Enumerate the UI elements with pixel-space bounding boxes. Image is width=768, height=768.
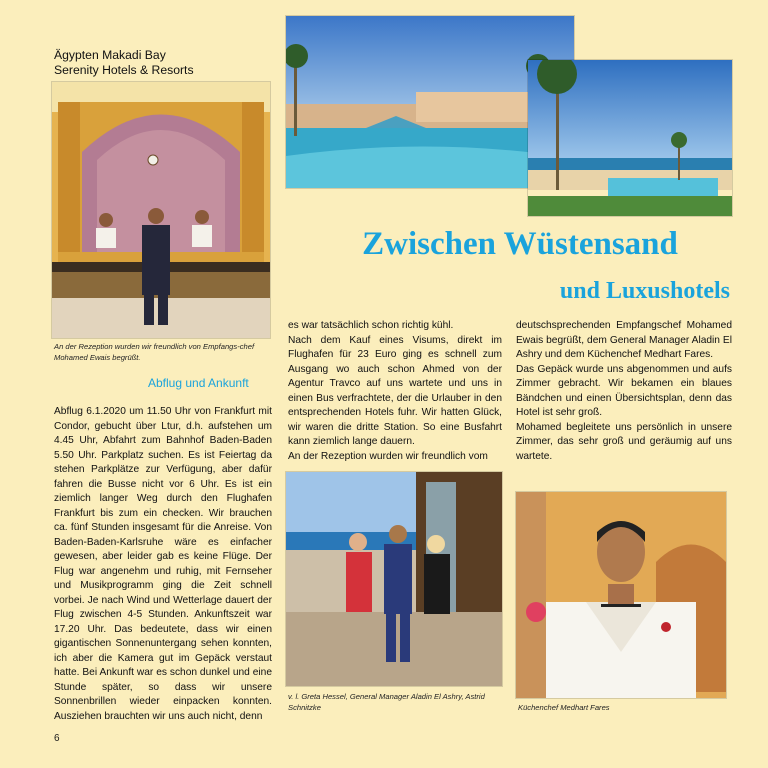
column-2 <box>288 319 502 464</box>
column-3-para-3: Mohamed begleitete uns persönlich in unsere Zimmer, das sehr groß und geräumig auf uns wartete. <box>516 421 732 462</box>
column-1-text: Abflug 6.1.2020 um 11.50 Uhr von Frankfurt mit Condor, gebucht über Ltur, d.h. aufstehen um 4.45 Uhr, Abfahrt zum Bahnhof Baden-Baden 5.50 Uhr. Parkplatz suchen. Es ist Feiertag da stehen Parkplätze zur Verfügung, aber dafür fahren die Busse nicht vor 6 Uhr. Es ist ein ziemlich langer Weg durch den Flughafen Frankfurt bis zum ein checken. Wir brauchen ca. fünf Stunden insgesamt für die Anreise. Von Baden-Baden-Karlsruhe wäre es einfacher gewesen, aber leider gab es keine Flüge. Der Flug war angenehm und ruhig, mit Fernseher und Musikprogramm ging die Zeit schnell vorbei. Je nach Wind und Wetterlage dauert der Flug zwischen 4-5 Stunden. Ankunftszeit war 17.20 Uhr. Das bedeutete, dass wir einen gigantischen Sonnenuntergang sehen konnten, ich aber die Kamera gut im Gepäck verstaut hatte. Bei Ankunft war es schon dunkel und eine Stunde später, so dass wir unsere Sonnenbrillen wieder einpacken konnten. Ausziehen brauchten wir uns auch nicht, denn <box>54 406 272 722</box>
column-2-para-1: es war tatsächlich schon richtig kühl. <box>288 320 454 331</box>
brand-line-2: Serenity Hotels & Resorts <box>54 63 194 77</box>
group-caption: v. l. Greta Hessel, General Manager Aladin El Ashry, Astrid Schnitzke <box>288 692 485 712</box>
column-2-para-3: An der Rezeption wurden wir freundlich vom <box>288 450 488 462</box>
reception-caption: An der Rezeption wurden wir freundlich von Empfangs-chef Mohamed Ewais begrüßt. <box>54 342 255 362</box>
headline-line-1: Zwischen Wüstensand <box>362 226 678 262</box>
column-3-para-2: Das Gepäck wurde uns abgenommen und aufs Zimmer gebracht. Wir bekamen ein blaues Bändchen und einen Übersichtsplan, denn das Hotel ist sehr groß. <box>516 363 732 418</box>
reception-photo <box>52 82 270 338</box>
chef-photo <box>516 492 726 698</box>
column-2-para-2: Nach dem Kauf eines Visums, direkt im Flughafen für 23 Euro ging es schnell zum Ausgang wo auch schon Ahmed von der Agentur Travco auf uns wartete und uns in einen Bus verfrachtete, der die Urlauber in den entsprechenden Hotels fuhr. Wir hatten Glück, wir waren die dritte Station. So eine Busfahrt kann ziemlich lange dauern. <box>288 334 502 447</box>
headline-line-2: und Luxushotels <box>559 278 730 304</box>
page-number: 6 <box>54 733 60 744</box>
section-heading: Abflug und Ankunft <box>148 376 249 390</box>
beach-photo <box>528 60 732 216</box>
group-photo <box>286 472 502 686</box>
brand-header <box>54 48 284 78</box>
chef-caption: Küchenchef Medhart Fares <box>518 703 610 712</box>
column-3 <box>516 319 732 464</box>
column-1 <box>54 405 272 724</box>
column-3-para-1: deutschsprechenden Empfangschef Mohamed Ewais begrüßt, dem General Manager Aladin El Ashry und dem Küchenchef Medhart Fares. <box>516 320 732 360</box>
brand-line-1: Ägypten Makadi Bay <box>54 48 166 62</box>
